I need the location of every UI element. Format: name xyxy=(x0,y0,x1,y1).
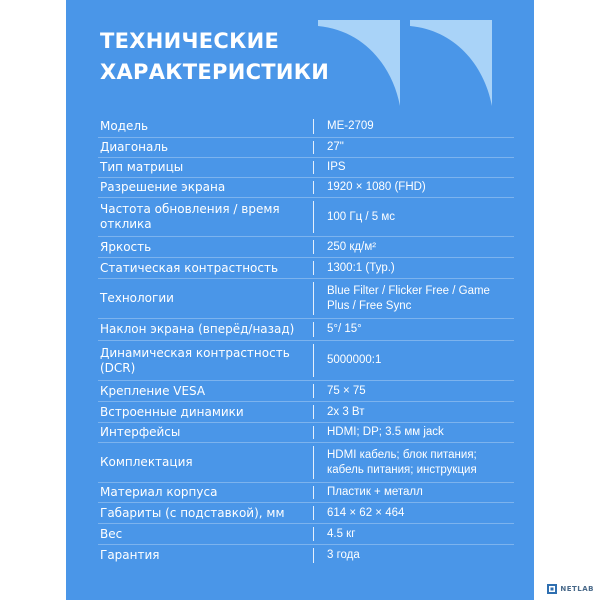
spec-row-brightness xyxy=(98,237,514,258)
spec-key: Разрешение экрана xyxy=(100,180,226,194)
page-title xyxy=(100,26,329,88)
spec-key: Наклон экрана (вперёд/назад) xyxy=(100,322,295,336)
spec-key: Частота обновления / время отклика xyxy=(100,202,280,231)
spec-row-technologies xyxy=(98,279,514,319)
spec-value: 100 Гц / 5 мс xyxy=(327,210,396,223)
spec-value: 27" xyxy=(327,141,344,154)
spec-key: Гарантия xyxy=(100,548,160,562)
spec-value: 75 × 75 xyxy=(327,384,366,397)
spec-key: Комплектация xyxy=(100,455,193,469)
spec-row-static-contrast xyxy=(98,258,514,279)
spec-row-tilt xyxy=(98,319,514,341)
spec-row-matrix xyxy=(98,158,514,178)
spec-key: Модель xyxy=(100,119,149,133)
spec-key: Встроенные динамики xyxy=(100,404,244,419)
netlab-logo-icon xyxy=(547,584,557,594)
spec-value: 1920 × 1080 (FHD) xyxy=(327,181,426,194)
spec-value: HDMI кабель; блок питания; кабель питания; инструкция xyxy=(327,449,477,476)
spec-card xyxy=(66,0,534,600)
quote-mark-right-icon xyxy=(410,20,492,106)
spec-key: Статическая контрастность xyxy=(100,260,279,275)
spec-row-model xyxy=(98,116,514,138)
spec-value: 2x 3 Вт xyxy=(327,405,365,418)
spec-row-speakers xyxy=(98,402,514,423)
spec-value: 250 кд/м² xyxy=(327,240,377,253)
spec-value: HDMI; DP; 3.5 мм jack xyxy=(327,426,444,439)
spec-row-refresh-rate xyxy=(98,198,514,237)
spec-key: Интерфейсы xyxy=(100,425,181,439)
spec-value: ME-2709 xyxy=(327,120,374,133)
spec-table xyxy=(98,116,514,566)
spec-row-diagonal xyxy=(98,138,514,158)
spec-key: Диагональ xyxy=(100,140,169,154)
spec-row-weight xyxy=(98,524,514,545)
title-line-2: ХАРАКТЕРИСТИКИ xyxy=(100,60,330,84)
spec-row-resolution xyxy=(98,178,514,198)
spec-key: Вес xyxy=(100,526,123,541)
spec-row-dynamic-contrast xyxy=(98,341,514,381)
spec-key: Материал корпуса xyxy=(100,485,218,499)
spec-key: Динамическая контрастность (DCR) xyxy=(100,345,290,375)
spec-key: Крепление VESA xyxy=(100,383,206,398)
spec-value: 4.5 кг xyxy=(327,527,356,540)
spec-key: Яркость xyxy=(100,239,152,254)
spec-value: Пластик + металл xyxy=(327,486,423,499)
spec-value: Blue Filter / Flicker Free / Game Plus / Free Sync xyxy=(327,285,490,312)
spec-value: IPS xyxy=(327,161,346,174)
spec-value: 3 года xyxy=(327,549,360,562)
spec-row-package xyxy=(98,443,514,483)
netlab-logo xyxy=(547,584,594,594)
spec-row-vesa xyxy=(98,381,514,402)
spec-row-dimensions xyxy=(98,503,514,524)
spec-key: Габариты (с подставкой), мм xyxy=(100,505,285,520)
spec-row-material xyxy=(98,483,514,503)
spec-row-warranty xyxy=(98,545,514,566)
spec-key: Технологии xyxy=(100,291,174,305)
quote-mark-left-icon xyxy=(318,20,400,106)
spec-key: Тип матрицы xyxy=(100,160,184,174)
spec-value: 5000000:1 xyxy=(327,354,382,367)
spec-value: 614 × 62 × 464 xyxy=(327,506,405,519)
spec-value: 1300:1 (Typ.) xyxy=(327,261,395,274)
netlab-logo-text: NETLAB xyxy=(560,585,594,593)
spec-row-interfaces xyxy=(98,423,514,443)
title-line-1: ТЕХНИЧЕСКИЕ xyxy=(100,29,280,53)
spec-value: 5°/ 15° xyxy=(327,323,362,336)
